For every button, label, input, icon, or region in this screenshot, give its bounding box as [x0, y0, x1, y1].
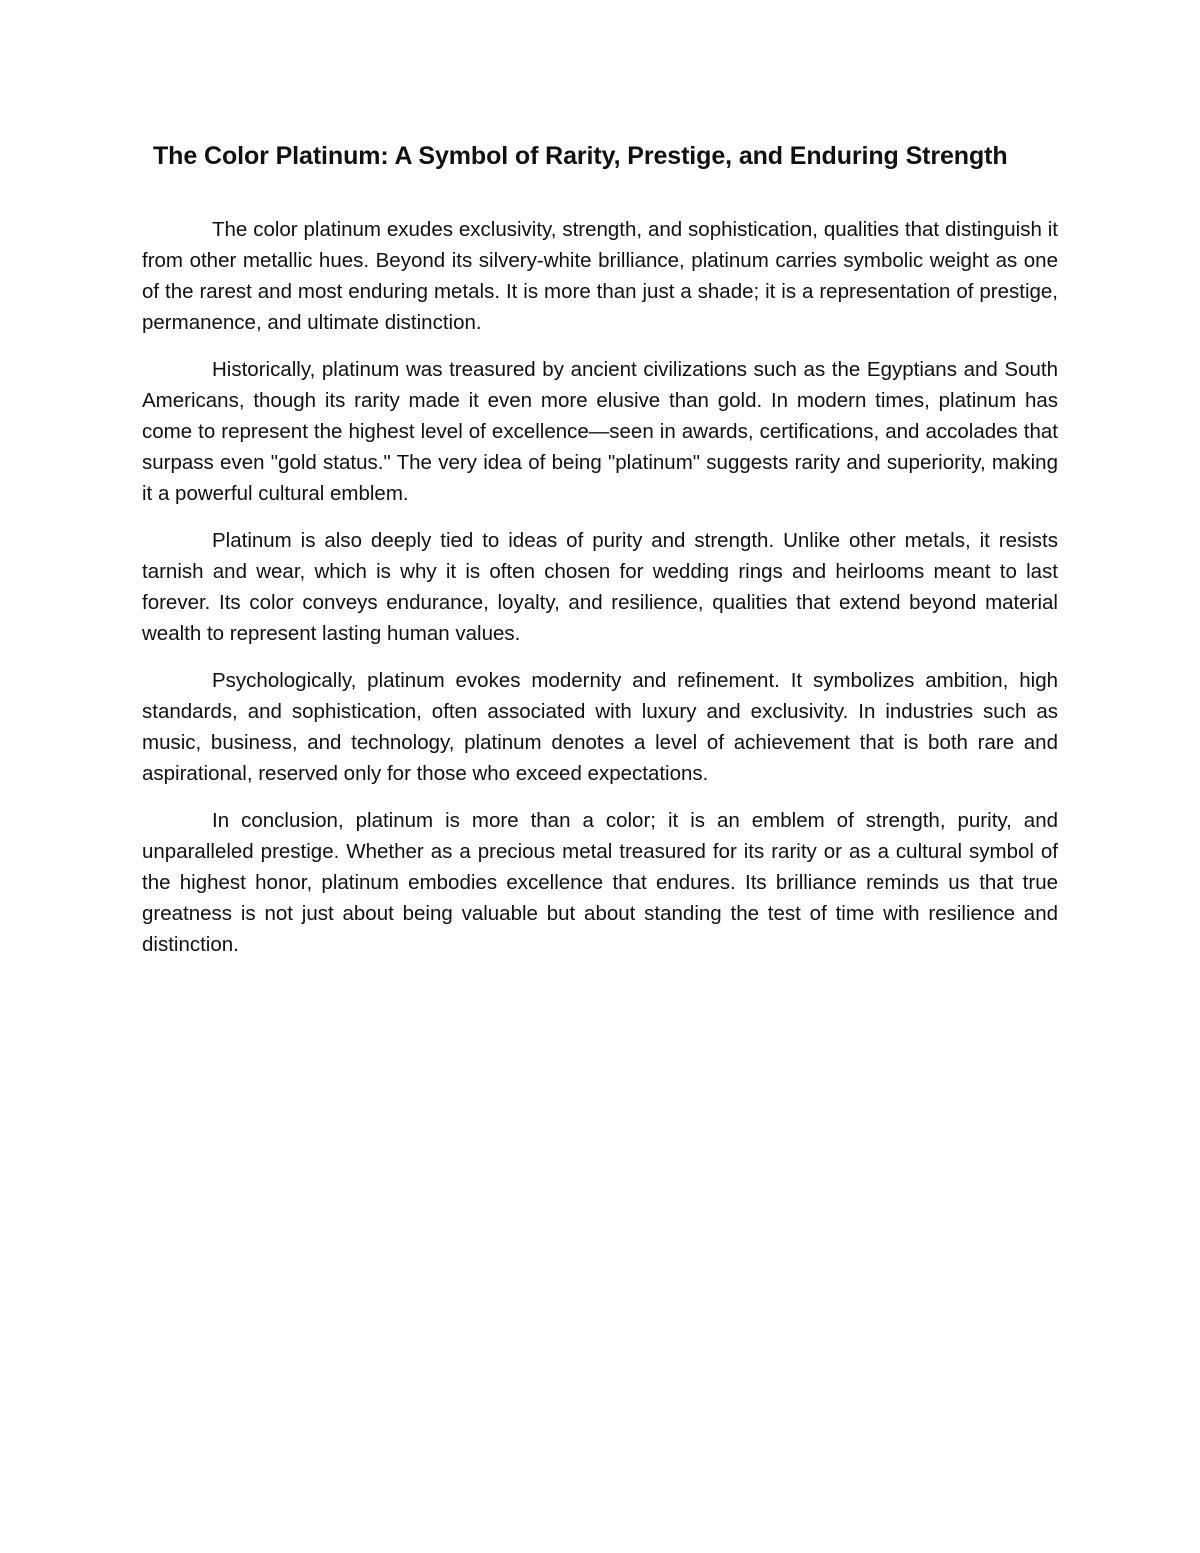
paragraph-psychology: Psychologically, platinum evokes modernity and refinement. It symbolizes ambition, high standards, and sophistication, often associated with luxury and exclusivity. In industries such as music, business, and technology, platinum denotes a level of achievement that is both rare and aspirational, reserved only for those who exceed expectations.: [142, 669, 1058, 785]
paragraph-purity: Platinum is also deeply tied to ideas of purity and strength. Unlike other metals, it resists tarnish and wear, which is why it is often chosen for wedding rings and heirlooms meant to last forever. Its color conveys endurance, loyalty, and resilience, qualities that extend beyond material wealth to represent lasting human values.: [142, 529, 1058, 645]
document-body: [142, 140, 1058, 976]
paragraph-history: Historically, platinum was treasured by ancient civilizations such as the Egyptians and South Americans, though its rarity made it even more elusive than gold. In modern times, platinum has come to represent the highest level of excellence—seen in awards, certifications, and accolades that surpass even "gold status." The very idea of being "platinum" suggests rarity and superiority, making it a powerful cultural emblem.: [142, 358, 1058, 505]
paragraph-conclusion: In conclusion, platinum is more than a color; it is an emblem of strength, purity, and unparalleled prestige. Whether as a precious metal treasured for its rarity or as a cultural symbol of the highest honor, platinum embodies excellence that endures. Its brilliance reminds us that true greatness is not just about being valuable but about standing the test of time with resilience and distinction.: [142, 809, 1058, 956]
document-title: The Color Platinum: A Symbol of Rarity, Prestige, and Enduring Strength: [153, 142, 1008, 170]
paragraph-intro: The color platinum exudes exclusivity, strength, and sophistication, qualities that distinguish it from other metallic hues. Beyond its silvery-white brilliance, platinum carries symbolic weight as one of the rarest and most enduring metals. It is more than just a shade; it is a representation of prestige, permanence, and ultimate distinction.: [142, 218, 1058, 334]
